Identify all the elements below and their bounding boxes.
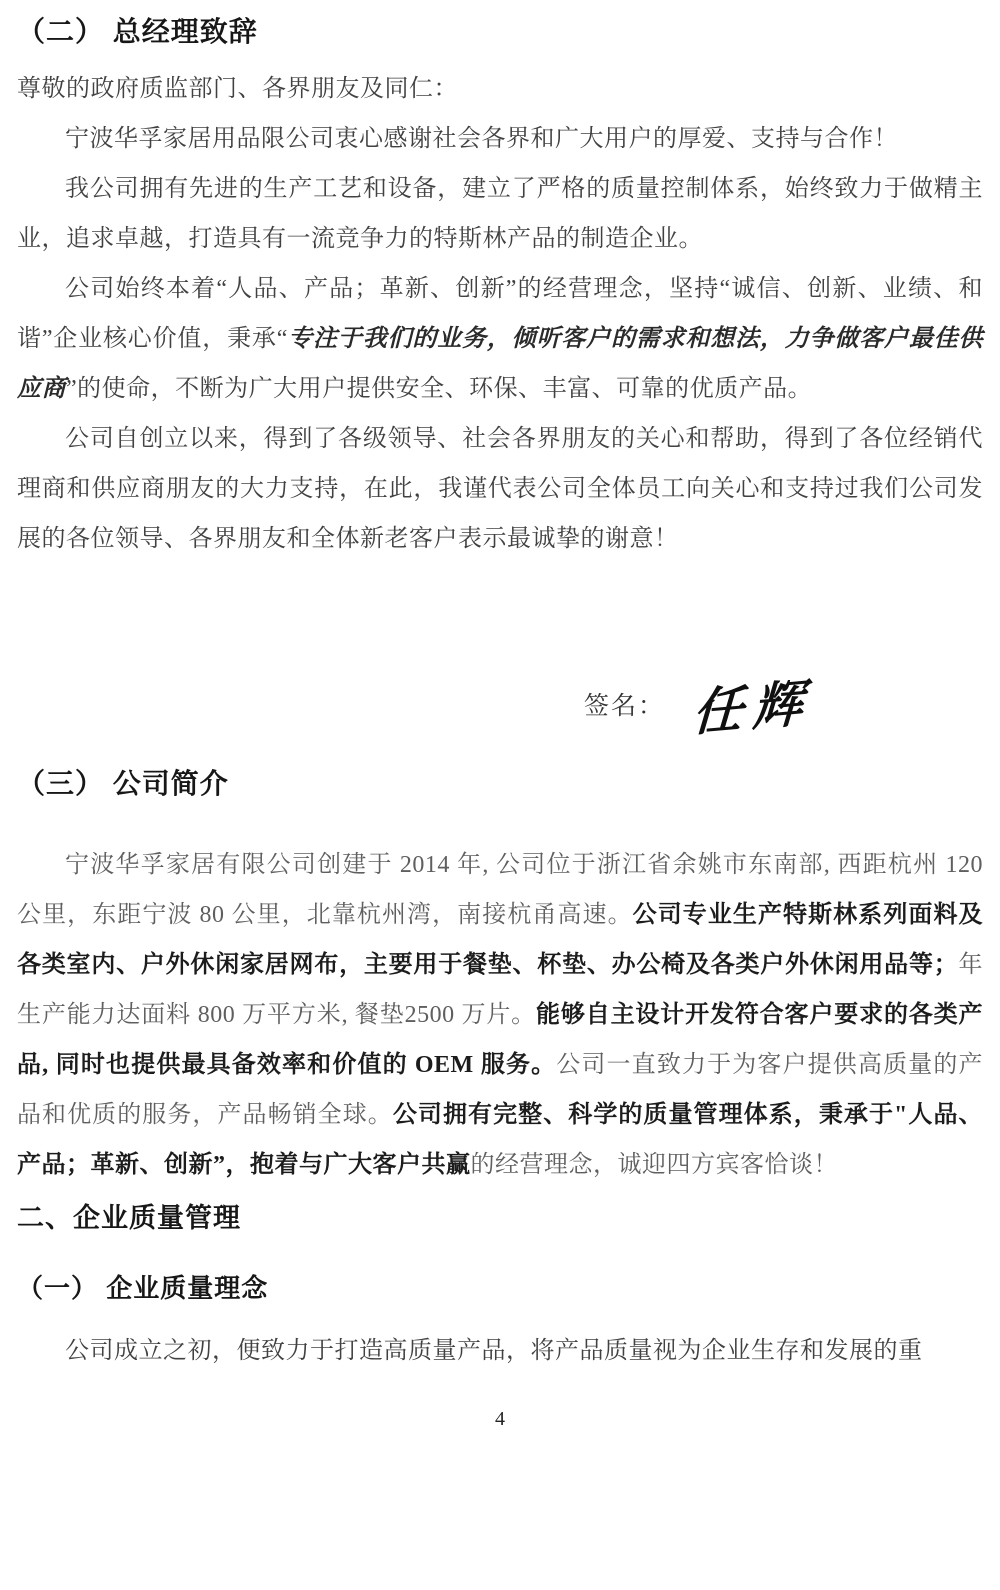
section-heading-company-profile: （三） 公司简介 (17, 768, 229, 799)
paragraph-thanks: 宁波华孚家居用品限公司衷心感谢社会各界和广大用户的厚爱、支持与合作！ (65, 126, 898, 152)
paragraph-quality-origin: 公司成立之初，便致力于打造高质量产品，将产品质量视为企业生存和发展的重 (65, 1338, 923, 1364)
signature-handwriting: 任辉 (691, 672, 815, 743)
paragraph-production: 我公司拥有先进的生产工艺和设备，建立了严格的质量控制体系，始终致力于做精主业，追求卓越，打造具有一流竞争力的特斯林产品的制造企业。 (17, 176, 983, 252)
profile-segment: 的经营理念，诚迎四方宾客恰谈！ (470, 1152, 838, 1178)
section-heading-quality-philosophy: （一） 企业质量理念 (17, 1273, 269, 1303)
signature-row (17, 664, 983, 744)
profile-segment: 公司一直致力于为客户提供高质量的产品和优质的服务，产品畅销全球。 (17, 1052, 984, 1128)
chapter-heading-quality-management: 二、企业质量管理 (17, 1203, 241, 1233)
profile-segment: 公司拥有完整、科学的质量管理体系，秉承于"人品、产品；革新、创新”，抱着与广大客户共赢 (17, 1102, 983, 1178)
paragraph-company-profile (17, 840, 983, 1190)
salutation-line: 尊敬的政府质监部门、各界朋友及同仁： (17, 76, 458, 102)
section-heading-gm-address: （二） 总经理致辞 (17, 16, 258, 47)
profile-segment: 公司专业生产特斯林系列面料及各类室内、户外休闲家居网布，主要用于餐垫、杯垫、办公椅及各类户外休闲用品等； (17, 902, 984, 978)
paragraph-philosophy (17, 264, 983, 414)
philosophy-text-post: ”的使命，不断为广大用户提供安全、环保、丰富、可靠的优质产品。 (66, 376, 813, 402)
signature-label: 签名： (583, 693, 665, 720)
profile-segment: 宁波华孚家居有限公司创建于 2014 年, 公司位于浙江省余姚市东南部, 西距杭州 120 公里，东距宁波 80 公里，北靠杭州湾，南接杭甬高速。 (17, 852, 983, 928)
philosophy-text-pre: 公司始终本着“人品、产品；革新、创新”的经营理念，坚持“诚信、创新、业绩、和谐”企业核心价值，秉承“ (17, 276, 983, 352)
quote-emphasis: 专注于我们的业务，倾听客户的需求和想法，力争做客户最佳供应商 (17, 326, 983, 402)
paragraph-gratitude: 公司自创立以来，得到了各级领导、社会各界朋友的关心和帮助，得到了各位经销代理商和供应商朋友的大力支持，在此，我谨代表公司全体员工向关心和支持过我们公司发展的各位领导、各界朋友和全体新老客户表示最诚挚的谢意！ (17, 426, 983, 552)
page-number: 4 (495, 1408, 505, 1430)
profile-segment: 年生产能力达面料 800 万平方米, 餐垫2500 万片。 (17, 952, 984, 1028)
profile-segment: 能够自主设计开发符合客户要求的各类产品, 同时也提供最具备效率和价值的 OEM 服务。 (17, 1002, 984, 1078)
